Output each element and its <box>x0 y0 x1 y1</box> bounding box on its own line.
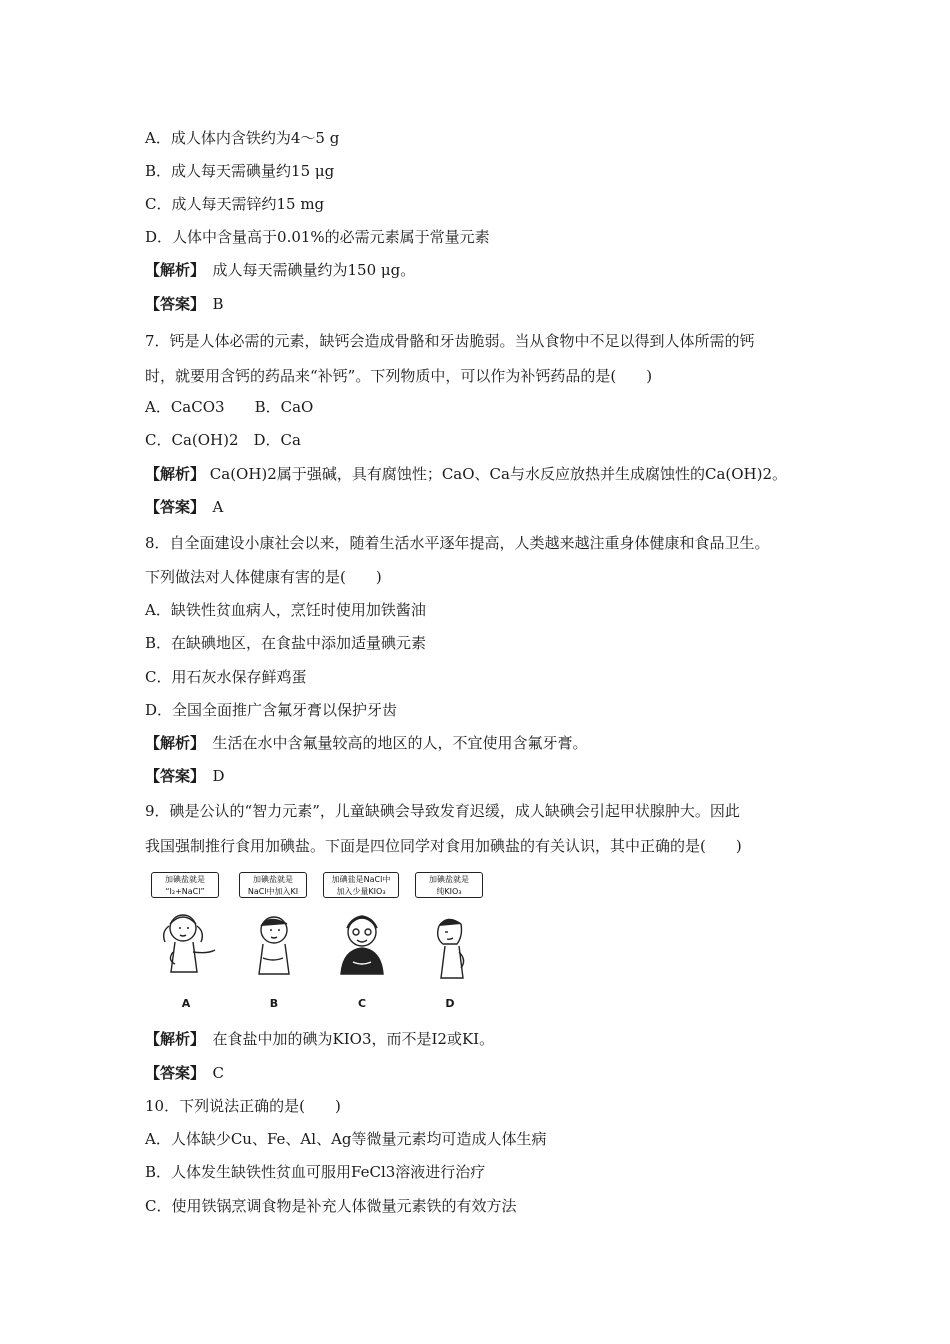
question-8-line-2: 下列做法对人体健康有害的是( ) <box>145 568 382 586</box>
question-9-line-1: 9．碘是公认的“智力元素”，儿童缺碘会导致发育迟缓，成人缺碘会引起甲状腺肿大。因此 <box>145 802 740 820</box>
question-9-line-2: 我国强制推行食用加碘盐。下面是四位同学对食用加碘盐的有关认识，其中正确的是( ) <box>145 837 742 855</box>
student-c <box>321 868 403 1010</box>
student-b <box>233 868 315 1010</box>
answer-7: 【答案】 A <box>145 498 224 516</box>
boy-illustration <box>241 902 307 988</box>
question-10: 10．下列说法正确的是( ) <box>145 1097 341 1115</box>
q7-options-cd: C．Ca(OH)2 D．Ca <box>145 431 301 449</box>
q8-option-b: B．在缺碘地区，在食盐中添加适量碘元素 <box>145 634 427 652</box>
answer-8: 【答案】 D <box>145 767 225 785</box>
q8-option-d: D．全国全面推广含氟牙膏以保护牙齿 <box>145 701 398 719</box>
label-b: B <box>269 997 279 1010</box>
answer-9: 【答案】 C <box>145 1064 224 1082</box>
q8-option-a: A．缺铁性贫血病人，烹饪时使用加铁酱油 <box>145 601 426 619</box>
option-d-element: D．人体中含量高于0.01%的必需元素属于常量元素 <box>145 228 490 246</box>
question-7-line-1: 7．钙是人体必需的元素，缺钙会造成骨骼和牙齿脆弱。当从食物中不足以得到人体所需的钙 <box>145 332 755 350</box>
label-c: C <box>357 997 367 1010</box>
analysis-8: 【解析】 生活在水中含氟量较高的地区的人，不宜使用含氟牙膏。 <box>145 734 588 752</box>
speech-bubble-c: 加碘盐是NaCl中 加入少量KIO₃ <box>323 872 399 898</box>
speech-bubble-b: 加碘盐就是 NaCl中加入KI <box>239 872 307 898</box>
q7-options-ab: A．CaCO3 B．CaO <box>145 398 314 416</box>
iodized-salt-figure <box>145 868 485 1010</box>
question-7-line-2: 时，就要用含钙的药品来“补钙”。下列物质中，可以作为补钙药品的是( ) <box>145 367 653 385</box>
label-a: A <box>181 997 191 1010</box>
speech-bubble-d: 加碘盐就是 纯KIO₃ <box>415 872 483 898</box>
analysis-7: 【解析】 Ca(OH)2属于强碱，具有腐蚀性；CaO、Ca与水反应放热并生成腐蚀性的Ca(OH)2。 <box>145 465 788 483</box>
student-d <box>409 868 491 1010</box>
answer-6: 【答案】 B <box>145 295 224 313</box>
option-a-iron: A．成人体内含铁约为4～5 g <box>145 129 340 147</box>
q10-option-c: C．使用铁锅烹调食物是补充人体微量元素铁的有效方法 <box>145 1197 517 1215</box>
student-a <box>145 868 227 1010</box>
option-c-zinc: C．成人每天需锌约15 mg <box>145 195 325 213</box>
analysis-9: 【解析】 在食盐中加的碘为KIO3，而不是I2或KI。 <box>145 1030 495 1048</box>
q8-option-c: C．用石灰水保存鲜鸡蛋 <box>145 668 307 686</box>
q10-option-a: A．人体缺少Cu、Fe、Al、Ag等微量元素均可造成人体生病 <box>145 1130 547 1148</box>
boy-glasses-illustration <box>329 902 395 988</box>
question-8-line-1: 8．自全面建设小康社会以来，随着生活水平逐年提高，人类越来越注重身体健康和食品卫生。 <box>145 534 770 552</box>
label-d: D <box>445 997 455 1010</box>
boy-side-illustration <box>417 902 483 988</box>
girl-illustration <box>153 902 219 988</box>
speech-bubble-a: 加碘盐就是 “I₂+NaCl” <box>151 872 219 898</box>
q10-option-b: B．人体发生缺铁性贫血可服用FeCl3溶液进行治疗 <box>145 1163 486 1181</box>
analysis-6: 【解析】 成人每天需碘量约为150 μg。 <box>145 261 416 279</box>
option-b-iodine: B．成人每天需碘量约15 μg <box>145 162 335 180</box>
